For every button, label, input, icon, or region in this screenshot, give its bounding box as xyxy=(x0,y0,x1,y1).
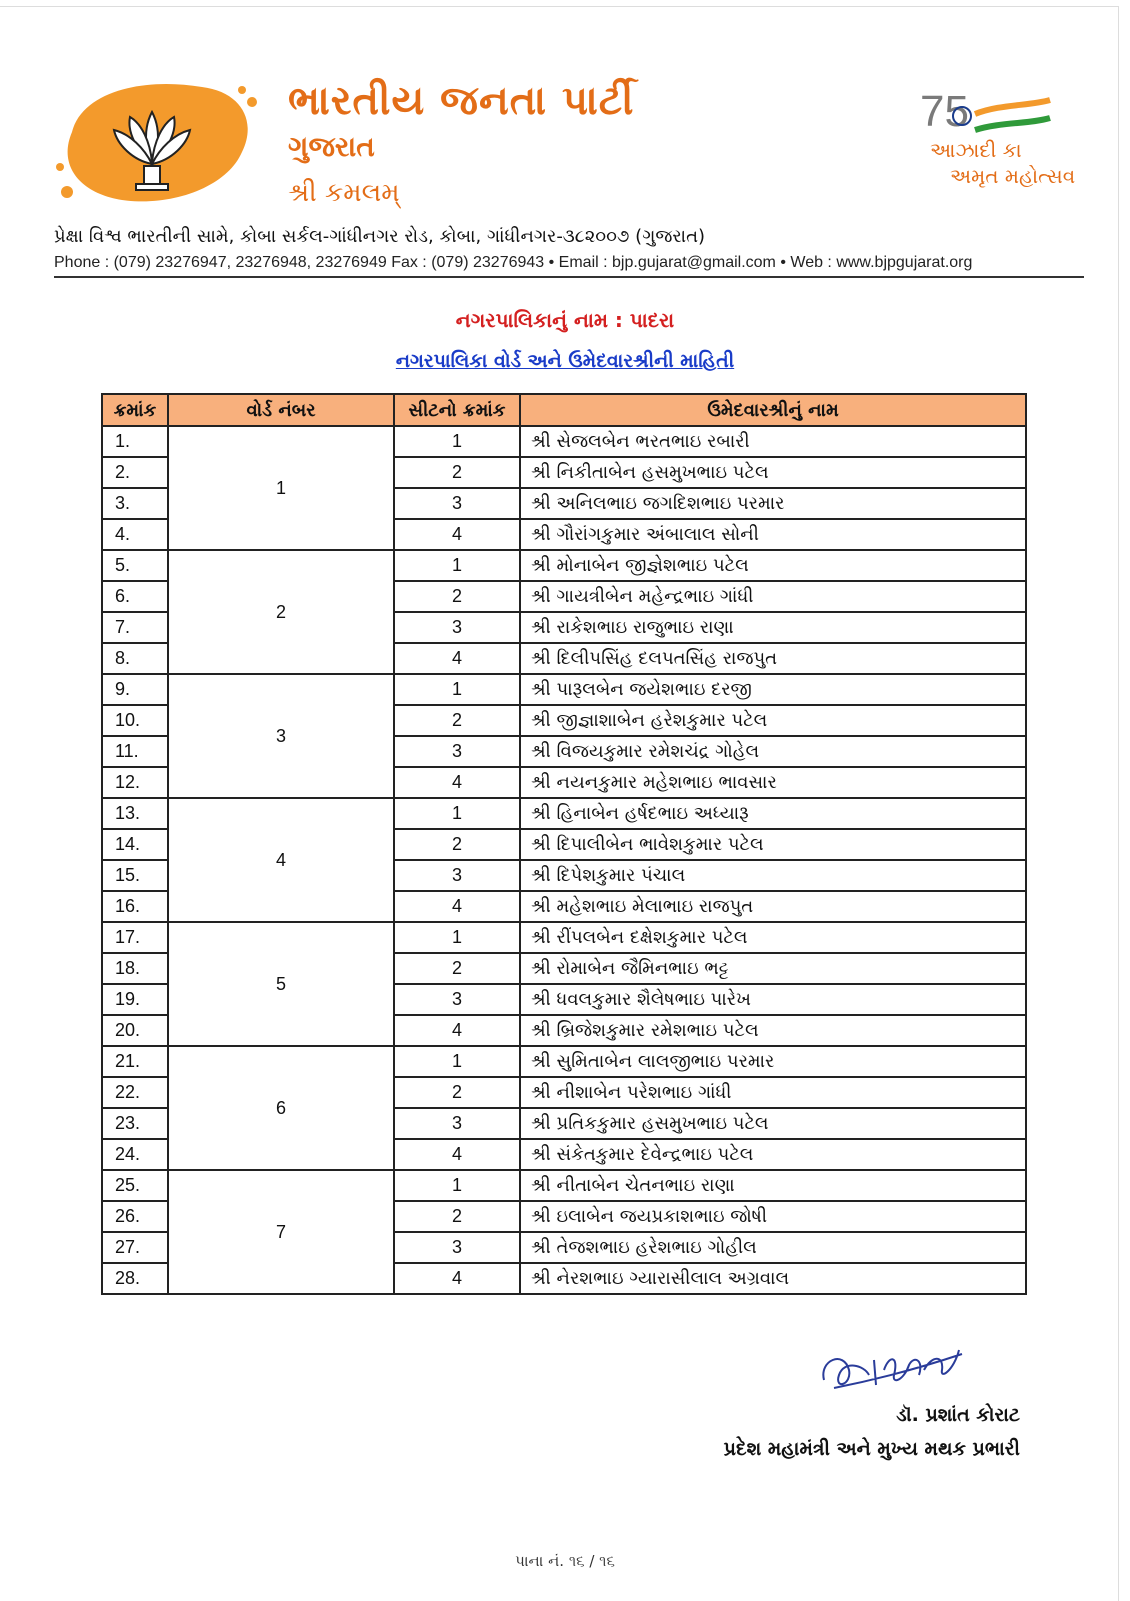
seat-cell: 1 xyxy=(394,674,520,705)
serial-cell: 4. xyxy=(102,519,168,550)
azadi-line-2: અમૃત મહોત્સવ xyxy=(950,164,1076,188)
serial-cell: 12. xyxy=(102,767,168,798)
seat-cell: 4 xyxy=(394,891,520,922)
table-row xyxy=(102,798,1026,829)
seat-cell: 2 xyxy=(394,829,520,860)
seat-cell: 2 xyxy=(394,705,520,736)
candidate-name-cell: શ્રી સંકેતકુમાર દેવેન્દ્રભાઇ પટેલ xyxy=(520,1139,1026,1170)
candidate-name-cell: શ્રી નેરશભાઇ ગ્યારાસીલાલ અગ્રવાલ xyxy=(520,1263,1026,1294)
seat-cell: 3 xyxy=(394,736,520,767)
table-row xyxy=(102,1046,1026,1077)
candidate-name-cell: શ્રી બ્રિજેશકુમાર રમેશભાઇ પટેલ xyxy=(520,1015,1026,1046)
serial-cell: 6. xyxy=(102,581,168,612)
candidate-name-cell: શ્રી દિલીપસિંહ દલપતસિંહ રાજપુત xyxy=(520,643,1026,674)
office-name: શ્રી કમલમ્ xyxy=(288,178,400,208)
header-serial: ક્રમાંક xyxy=(102,394,168,426)
seat-cell: 3 xyxy=(394,1108,520,1139)
serial-cell: 8. xyxy=(102,643,168,674)
candidate-name-cell: શ્રી જીજ્ઞાશાબેન હરેશકુમાર પટેલ xyxy=(520,705,1026,736)
azadi-line-1: આઝાદી કા xyxy=(930,138,1022,162)
header-seat: સીટનો ક્રમાંક xyxy=(394,394,520,426)
ward-cell: 1 xyxy=(168,426,394,550)
seat-cell: 3 xyxy=(394,984,520,1015)
ward-cell: 2 xyxy=(168,550,394,674)
ward-cell: 3 xyxy=(168,674,394,798)
serial-cell: 23. xyxy=(102,1108,168,1139)
serial-cell: 15. xyxy=(102,860,168,891)
candidate-name-cell: શ્રી ગૌરાંગકુમાર અંબાલાલ સોની xyxy=(520,519,1026,550)
seat-cell: 1 xyxy=(394,1046,520,1077)
seat-cell: 4 xyxy=(394,519,520,550)
serial-cell: 2. xyxy=(102,457,168,488)
candidate-name-cell: શ્રી મહેશભાઇ મેલાભાઇ રાજપુત xyxy=(520,891,1026,922)
seat-cell: 2 xyxy=(394,953,520,984)
seat-cell: 4 xyxy=(394,1015,520,1046)
ward-cell: 5 xyxy=(168,922,394,1046)
party-name: ભારતીય જનતા પાર્ટી xyxy=(288,78,635,124)
candidate-name-cell: શ્રી અનિલભાઇ જગદિશભાઇ પરમાર xyxy=(520,488,1026,519)
serial-cell: 21. xyxy=(102,1046,168,1077)
signatory-name: ડૉ. પ્રશાંત કોરાટ xyxy=(896,1404,1020,1426)
candidate-name-cell: શ્રી રીંપલબેન દક્ષેશકુમાર પટેલ xyxy=(520,922,1026,953)
serial-cell: 14. xyxy=(102,829,168,860)
candidate-name-cell: શ્રી પ્રતિકકુમાર હસમુખભાઇ પટેલ xyxy=(520,1108,1026,1139)
municipality-title: નગરપાલિકાનું નામ : પાદરા xyxy=(455,308,675,332)
handwritten-signature xyxy=(814,1340,964,1400)
serial-cell: 25. xyxy=(102,1170,168,1201)
table-row xyxy=(102,922,1026,953)
candidate-name-cell: શ્રી નિકીતાબેન હસમુખભાઇ પટેલ xyxy=(520,457,1026,488)
signatory-designation: પ્રદેશ મહામંત્રી અને મુખ્ય મથક પ્રભારી xyxy=(723,1438,1020,1460)
table-header-row xyxy=(102,394,1026,426)
ward-cell: 6 xyxy=(168,1046,394,1170)
seat-cell: 2 xyxy=(394,457,520,488)
serial-cell: 7. xyxy=(102,612,168,643)
state-name: ગુજરાત xyxy=(288,130,375,163)
table-row xyxy=(102,426,1026,457)
header-candidate: ઉમેદવારશ્રીનું નામ xyxy=(520,394,1026,426)
candidate-name-cell: શ્રી દિપેશકુમાર પંચાલ xyxy=(520,860,1026,891)
seat-cell: 3 xyxy=(394,1232,520,1263)
candidate-name-cell: શ્રી મોનાબેન જીજ્ઞેશભાઇ પટેલ xyxy=(520,550,1026,581)
serial-cell: 10. xyxy=(102,705,168,736)
serial-cell: 9. xyxy=(102,674,168,705)
header-divider xyxy=(54,276,1084,278)
serial-cell: 20. xyxy=(102,1015,168,1046)
ward-cell: 4 xyxy=(168,798,394,922)
seat-cell: 4 xyxy=(394,767,520,798)
serial-cell: 5. xyxy=(102,550,168,581)
candidate-name-cell: શ્રી ઇલાબેન જયપ્રકાશભાઇ જોષી xyxy=(520,1201,1026,1232)
seat-cell: 1 xyxy=(394,1170,520,1201)
seat-cell: 1 xyxy=(394,550,520,581)
bjp-lotus-logo xyxy=(52,72,262,212)
seat-cell: 4 xyxy=(394,1139,520,1170)
info-title xyxy=(0,350,1130,372)
seat-cell: 1 xyxy=(394,922,520,953)
contact-details: Phone : (079) 23276947, 23276948, 23276949 Fax : (079) 23276943 • Email : bjp.gujarat@gmail.com • Web : www.bjpgujarat.org xyxy=(54,254,973,271)
office-address: પ્રેક્ષા વિશ્વ ભારતીની સામે, કોબા સર્કલ-ગાંધીનગર રોડ, કોબા, ગાંધીનગર-૩૮૨૦૦૭ (ગુજરાત) xyxy=(54,226,706,247)
serial-cell: 18. xyxy=(102,953,168,984)
candidate-name-cell: શ્રી નીતાબેન ચેતનભાઇ રાણા xyxy=(520,1170,1026,1201)
candidate-name-cell: શ્રી રોમાબેન જૈમિનભાઇ ભટ્ટ xyxy=(520,953,1026,984)
candidate-name-cell: શ્રી સેજલબેન ભરતભાઇ રબારી xyxy=(520,426,1026,457)
table-row xyxy=(102,1170,1026,1201)
serial-cell: 16. xyxy=(102,891,168,922)
candidate-name-cell: શ્રી દિપાલીબેન ભાવેશકુમાર પટેલ xyxy=(520,829,1026,860)
serial-cell: 1. xyxy=(102,426,168,457)
candidate-name-cell: શ્રી સુમિતાબેન લાલજીભાઇ પરમાર xyxy=(520,1046,1026,1077)
seat-cell: 3 xyxy=(394,612,520,643)
serial-cell: 11. xyxy=(102,736,168,767)
serial-cell: 24. xyxy=(102,1139,168,1170)
serial-cell: 19. xyxy=(102,984,168,1015)
seat-cell: 2 xyxy=(394,1201,520,1232)
seat-cell: 2 xyxy=(394,1077,520,1108)
candidate-name-cell: શ્રી હિનાબેન હર્ષદભાઇ અધ્યારૂ xyxy=(520,798,1026,829)
candidate-name-cell: શ્રી ધવલકુમાર શૈલેષભાઇ પારેખ xyxy=(520,984,1026,1015)
azadi-75-text: 75 xyxy=(920,87,969,136)
seat-cell: 4 xyxy=(394,643,520,674)
candidate-name-cell: શ્રી વિજયકુમાર રમેશચંદ્ર ગોહેલ xyxy=(520,736,1026,767)
page-number: પાના નં. ૧૬ / ૧૬ xyxy=(515,1552,615,1570)
serial-cell: 22. xyxy=(102,1077,168,1108)
seat-cell: 3 xyxy=(394,488,520,519)
header-ward: વોર્ડ નંબર xyxy=(168,394,394,426)
serial-cell: 17. xyxy=(102,922,168,953)
info-title-text: નગરપાલિકા વોર્ડ અને ઉમેદવારશ્રીની માહિતી xyxy=(395,350,735,372)
table-body xyxy=(102,426,1026,1294)
seat-cell: 1 xyxy=(394,426,520,457)
seat-cell: 4 xyxy=(394,1263,520,1294)
serial-cell: 27. xyxy=(102,1232,168,1263)
candidate-name-cell: શ્રી ગાયત્રીબેન મહેન્દ્રભાઇ ગાંધી xyxy=(520,581,1026,612)
candidate-name-cell: શ્રી નયનકુમાર મહેશભાઇ ભાવસાર xyxy=(520,767,1026,798)
serial-cell: 3. xyxy=(102,488,168,519)
ward-cell: 7 xyxy=(168,1170,394,1294)
candidate-name-cell: શ્રી પારૂલબેન જયેશભાઇ દરજી xyxy=(520,674,1026,705)
table-row xyxy=(102,674,1026,705)
serial-cell: 26. xyxy=(102,1201,168,1232)
candidate-name-cell: શ્રી તેજશભાઇ હરેશભાઇ ગોહીલ xyxy=(520,1232,1026,1263)
table-row xyxy=(102,550,1026,581)
seat-cell: 3 xyxy=(394,860,520,891)
candidate-table xyxy=(101,393,1027,1295)
serial-cell: 13. xyxy=(102,798,168,829)
candidate-name-cell: શ્રી નીશાબેન પરેશભાઇ ગાંધી xyxy=(520,1077,1026,1108)
seat-cell: 2 xyxy=(394,581,520,612)
seat-cell: 1 xyxy=(394,798,520,829)
serial-cell: 28. xyxy=(102,1263,168,1294)
candidate-name-cell: શ્રી રાકેશભાઇ રાજુભાઇ રાણા xyxy=(520,612,1026,643)
